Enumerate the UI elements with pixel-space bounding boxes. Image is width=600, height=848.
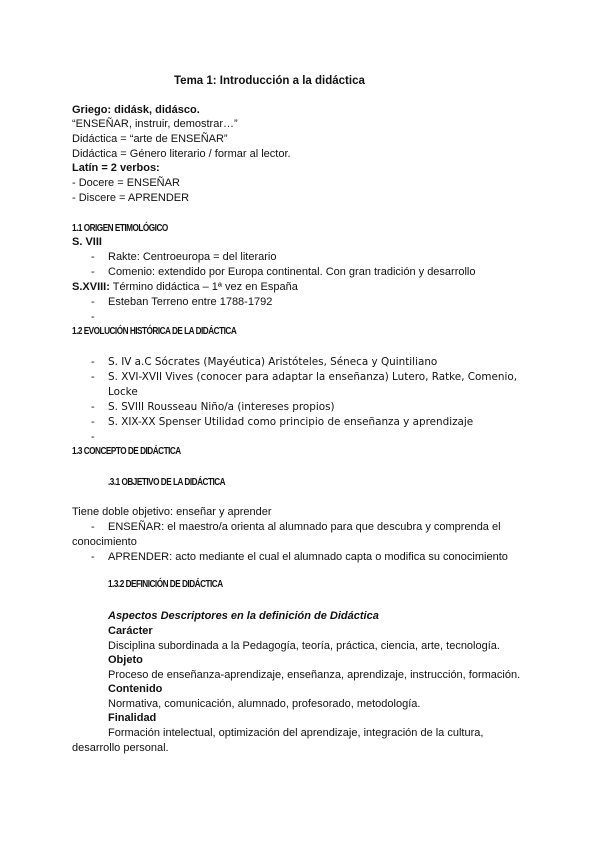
list-item: APRENDER: acto mediante el cual el alumnado capta o modifica su conocimiento: [108, 551, 508, 563]
list-item-continuation: Locke: [108, 386, 138, 398]
section-heading-1-1: 1.1 ORIGEN ETIMOLÓGICO: [72, 223, 168, 234]
text-line: “ENSEÑAR, instruir, demostrar…”: [72, 118, 238, 130]
aspect-label: Contenido: [108, 683, 163, 695]
list-item-continuation: conocimiento: [72, 536, 137, 548]
century-line: [72, 281, 298, 294]
aspect-label: Carácter: [108, 625, 153, 637]
subsection-heading-1-3-2: 1.3.2 DEFINICIÓN DE DIDÁCTICA: [108, 579, 223, 590]
paragraph: Tiene doble objetivo: enseñar y aprender: [72, 506, 272, 518]
bullet-dash: -: [91, 521, 95, 533]
bullet-dash: -: [91, 431, 95, 443]
aspect-label: Objeto: [108, 654, 143, 666]
bullet-dash: -: [91, 356, 95, 368]
list-item: S. IV a.C Sócrates (Mayéutica) Aristóteles, Séneca y Quintiliano: [108, 356, 438, 368]
aspect-label: Finalidad: [108, 712, 157, 724]
list-item: Comenio: extendido por Europa continental. Con gran tradición y desarrollo: [108, 266, 476, 278]
text-line: - Discere = APRENDER: [72, 192, 190, 204]
list-item: S. SVIII Rousseau Niño/a (intereses propios): [108, 401, 335, 413]
list-item: S. XIX-XX Spenser Utilidad como principio de enseñanza y aprendizaje: [108, 416, 474, 428]
aspect-text: Proceso de enseñanza-aprendizaje, enseñanza, aprendizaje, instrucción, formación.: [108, 669, 521, 681]
list-item: Rakte: Centroeuropa = del literario: [108, 251, 277, 263]
list-item: S. XVI-XVII Vives (conocer para adaptar la enseñanza) Lutero, Ratke, Comenio,: [108, 371, 518, 383]
bullet-dash: -: [91, 251, 95, 263]
bullet-dash: -: [91, 551, 95, 563]
aspect-text: Formación intelectual, optimización del aprendizaje, integración de la cultura,: [108, 727, 484, 739]
century-label: S.XVIII:: [72, 281, 110, 293]
griego-line: Griego: didásk, didásco.: [72, 104, 200, 116]
century-label: S. VIII: [72, 236, 102, 248]
section-heading-1-3: 1.3 CONCEPTO DE DIDÁCTICA: [72, 446, 181, 457]
latin-line: Latín = 2 verbos:: [72, 162, 160, 174]
aspects-heading: Aspectos Descriptores en la definición de Didáctica: [108, 610, 379, 622]
section-heading-1-2: 1.2 EVOLUCIÓN HISTÓRICA DE LA DIDÁCTICA: [72, 326, 237, 337]
text-line: Didáctica = Género literario / formar al lector.: [72, 148, 291, 160]
bullet-dash: -: [91, 296, 95, 308]
subsection-heading-1-3-1: .3.1 OBJETIVO DE LA DIDÁCTICA: [108, 477, 226, 488]
aspect-text: Normativa, comunicación, alumnado, profesorado, metodología.: [108, 698, 421, 710]
text-line: Didáctica = “arte de ENSEÑAR”: [72, 133, 228, 145]
bullet-dash: -: [91, 401, 95, 413]
aspect-text-continuation: desarrollo personal.: [72, 742, 169, 754]
aspect-text: Disciplina subordinada a la Pedagogía, teoría, práctica, ciencia, arte, tecnología.: [108, 640, 500, 652]
bullet-dash: -: [91, 311, 95, 323]
list-item: ENSEÑAR: el maestro/a orienta al alumnado para que descubra y comprenda el: [108, 521, 501, 533]
century-text: Término didáctica – 1ª vez en España: [109, 281, 298, 293]
page-title: Tema 1: Introducción a la didáctica: [174, 75, 365, 87]
bullet-dash: -: [91, 416, 95, 428]
bullet-dash: -: [91, 371, 95, 383]
bullet-dash: -: [91, 266, 95, 278]
list-item: Esteban Terreno entre 1788-1792: [108, 296, 273, 308]
text-line: - Docere = ENSEÑAR: [72, 177, 180, 189]
